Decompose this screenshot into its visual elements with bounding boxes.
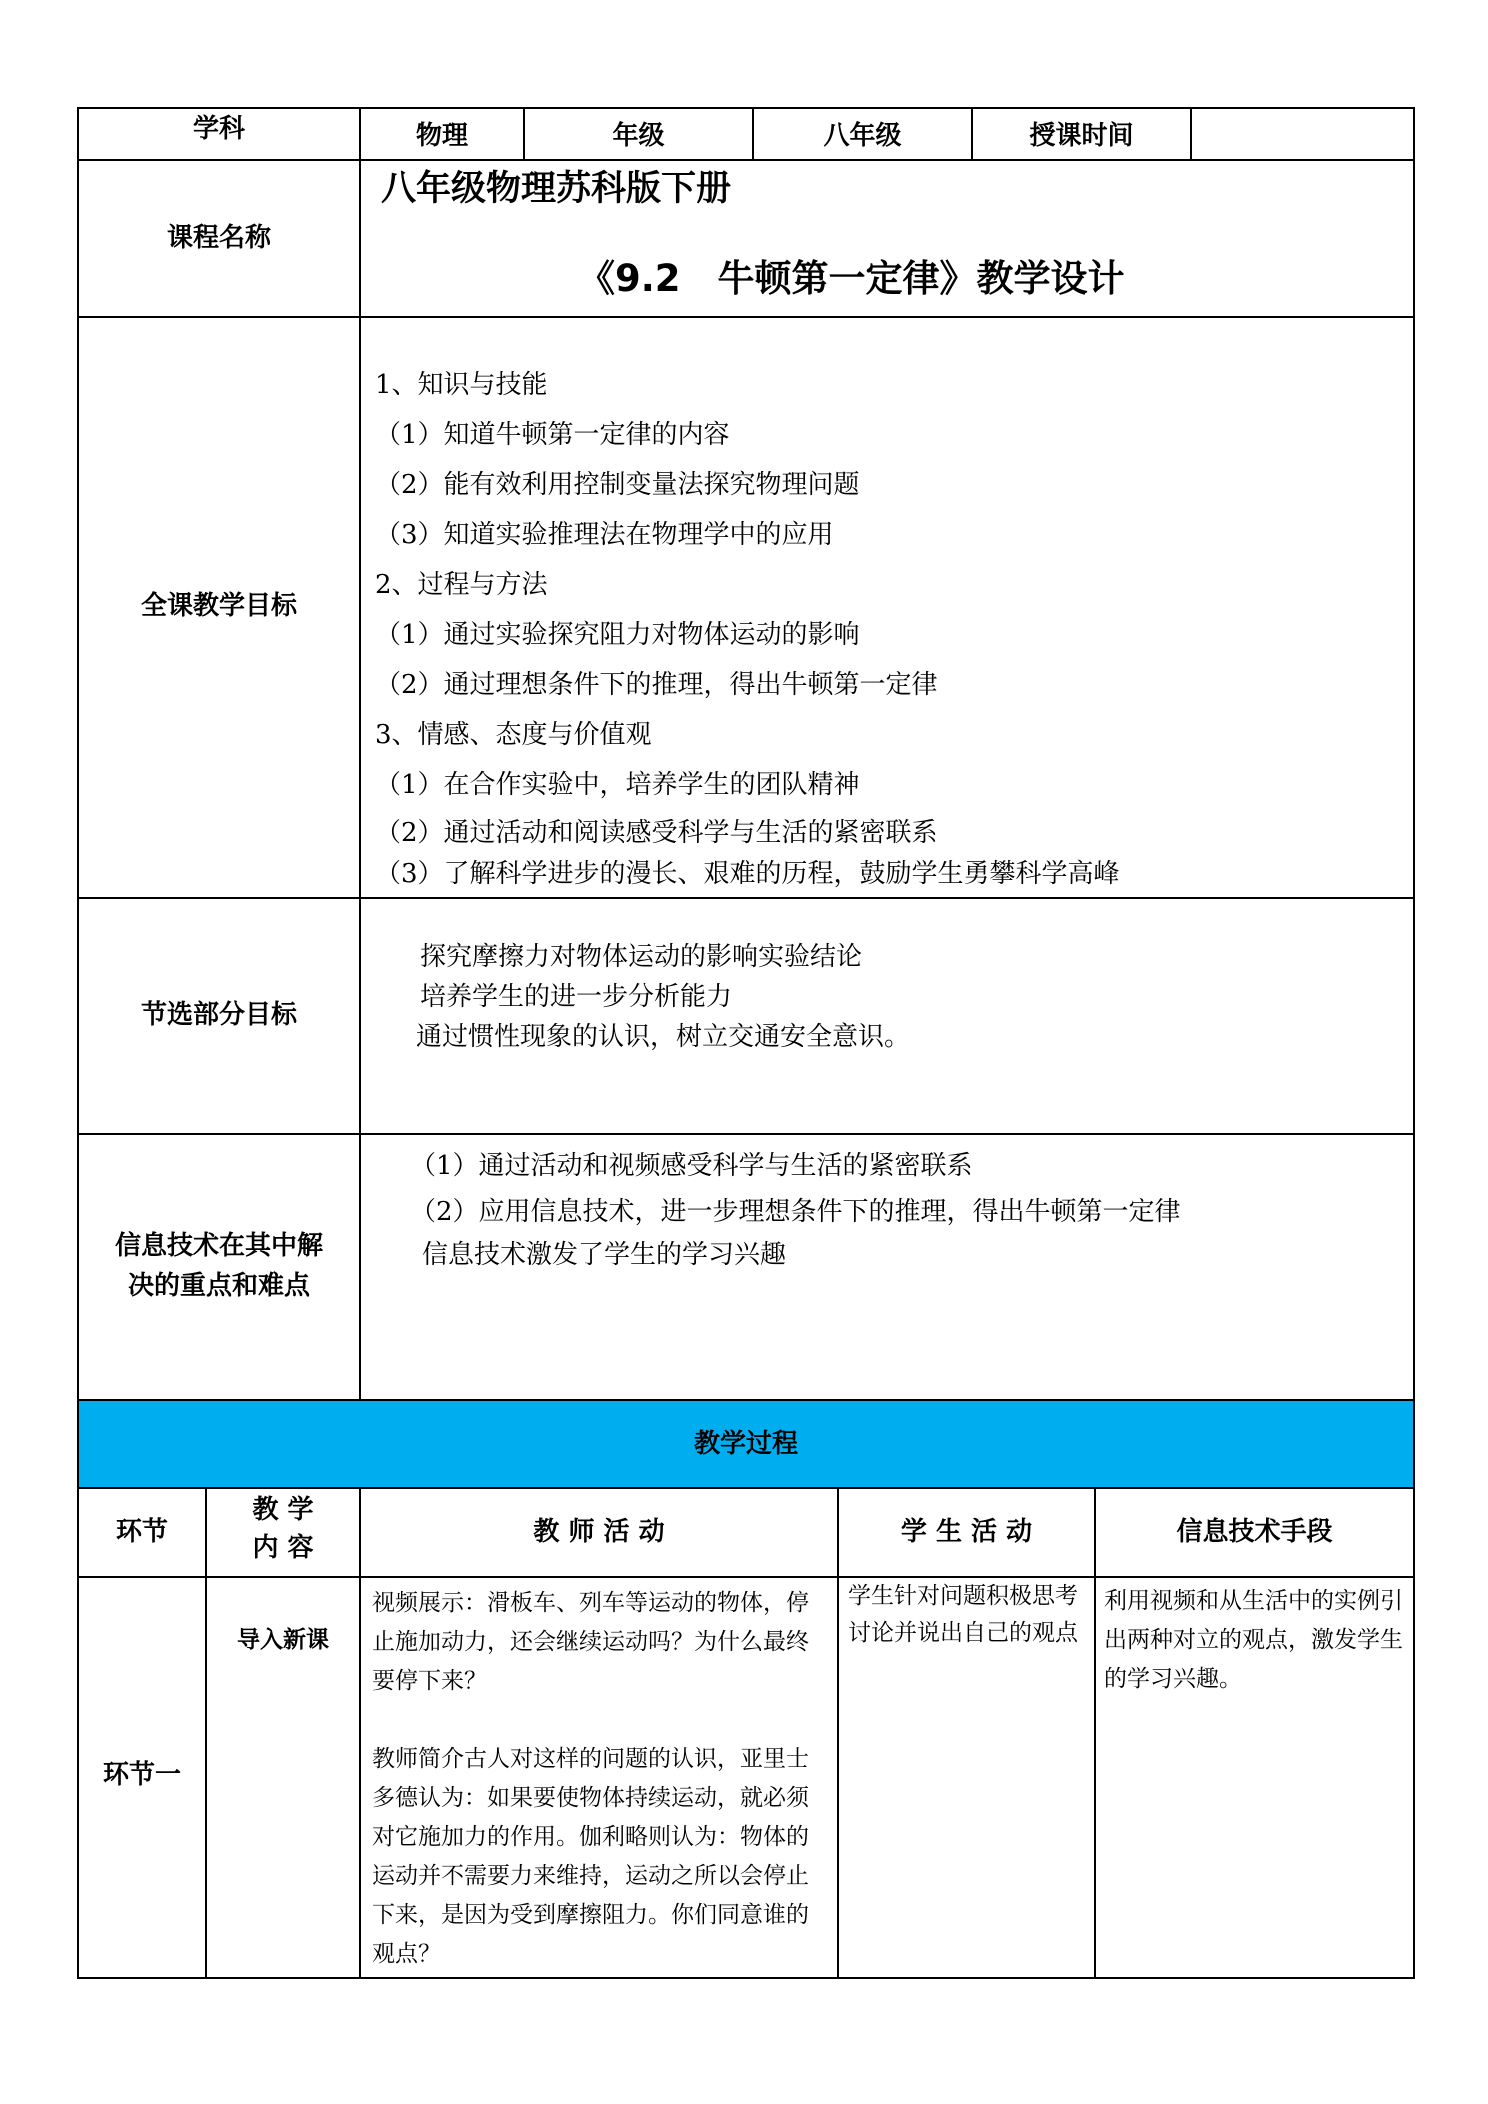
objective-line: 2、过程与方法 — [375, 570, 548, 600]
teacher-activity-p1: 视频展示：滑板车、列车等运动的物体，停止施加动力，还会继续运动吗？为什么最终要停下来？ — [372, 1590, 809, 1694]
course-title-line1: 八年级物理苏科版下册 — [381, 169, 732, 209]
it-solution-line: （2）应用信息技术，进一步理想条件下的推理，得出牛顿第一定律 — [410, 1197, 1181, 1227]
objective-line: （3）了解科学进步的漫长、艰难的历程，鼓励学生勇攀科学高峰 — [375, 859, 1120, 889]
table-top-border — [77, 107, 1415, 109]
row-divider-6 — [77, 1487, 1415, 1489]
section-goal-line: 探究摩擦力对物体运动的影响实验结论 — [420, 942, 863, 972]
subject-value: 物理 — [415, 121, 468, 151]
objective-line: （1）在合作实验中，培养学生的团队精神 — [375, 770, 860, 800]
col-content-header — [207, 1491, 359, 1567]
objective-line: （1）通过实验探究阻力对物体运动的影响 — [375, 620, 860, 650]
student-activity: 学生针对问题积极思考讨论并说出自己的观点 — [848, 1583, 1078, 1646]
grade-value: 八年级 — [823, 121, 902, 151]
objective-line: 3、情感、态度与价值观 — [375, 720, 652, 750]
process-divider-4 — [1094, 1487, 1096, 1979]
objective-line: （2）通过理想条件下的推理，得出牛顿第一定律 — [375, 670, 938, 700]
objective-line: （1）知道牛顿第一定律的内容 — [375, 420, 730, 450]
process-divider-2 — [359, 1487, 361, 1979]
col-student-header: 学 生 活 动 — [900, 1517, 1033, 1547]
process-divider-3 — [837, 1487, 839, 1979]
label-column-divider — [359, 107, 361, 1401]
row-divider-7 — [77, 1576, 1415, 1578]
teacher-activity-p2: 教师简介古人对这样的问题的认识，亚里士多德认为：如果要使物体持续运动，就必须对它施加力的作用。伽利略则认为：物体的运动并不需要力来维持，运动之所以会停止下来，是因为受到摩擦阻力。你们同意谁的观点？ — [372, 1746, 809, 1967]
it-solution-line: 信息技术激发了学生的学习兴趣 — [422, 1240, 787, 1270]
table-right-border — [1413, 107, 1415, 1979]
subject-label: 学科 — [192, 114, 245, 144]
process-banner — [79, 1401, 1413, 1487]
it-solution-line: （1）通过活动和视频感受科学与生活的紧密联系 — [410, 1151, 973, 1181]
row-divider-3 — [77, 897, 1415, 899]
it-solution-label — [79, 1226, 359, 1306]
it-solution-label-line1: 信息技术在其中解 — [114, 1231, 323, 1261]
col-content-header-line2: 内 容 — [252, 1533, 314, 1563]
table-left-border — [77, 107, 79, 1979]
stage-one-label: 环节一 — [102, 1760, 181, 1790]
row-divider-1 — [77, 159, 1415, 161]
section-goals-list — [416, 937, 911, 1057]
objective-line: （2）通过活动和阅读感受科学与生活的紧密联系 — [375, 818, 938, 848]
teacher-activity — [372, 1584, 830, 1974]
course-name-label: 课程名称 — [166, 223, 271, 253]
grade-label: 年级 — [612, 121, 665, 151]
section-goals-label: 节选部分目标 — [140, 1000, 297, 1030]
time-label: 授课时间 — [1029, 121, 1134, 151]
col-stage-header: 环节 — [115, 1517, 168, 1547]
objectives-label: 全课教学目标 — [140, 591, 297, 621]
teacher-activity-spacer — [372, 1701, 830, 1740]
objective-line: （3）知道实验推理法在物理学中的应用 — [375, 520, 834, 550]
course-title-line2: 《9.2 牛顿第一定律》教学设计 — [578, 257, 1125, 300]
it-solution-label-line2: 决的重点和难点 — [127, 1271, 310, 1301]
col-it-header: 信息技术手段 — [1176, 1517, 1333, 1547]
header-divider-d — [1190, 107, 1192, 161]
objective-line: 1、知识与技能 — [375, 370, 548, 400]
objectives-list — [375, 360, 1120, 892]
it-solution-list — [410, 1143, 1181, 1275]
process-banner-title: 教学过程 — [693, 1429, 798, 1459]
row-divider-2 — [77, 316, 1415, 318]
table-bottom-border — [77, 1977, 1415, 1979]
row-divider-4 — [77, 1133, 1415, 1135]
it-means: 利用视频和从生活中的实例引出两种对立的观点，激发学生的学习兴趣。 — [1104, 1588, 1403, 1692]
col-teacher-header: 教 师 活 动 — [533, 1517, 665, 1547]
content-intro-label: 导入新课 — [237, 1627, 329, 1653]
section-goal-line: 培养学生的进一步分析能力 — [420, 982, 733, 1012]
col-content-header-line1: 教 学 — [252, 1495, 314, 1525]
section-goal-line: 通过惯性现象的认识，树立交通安全意识。 — [416, 1022, 911, 1052]
objective-line: （2）能有效利用控制变量法探究物理问题 — [375, 470, 860, 500]
